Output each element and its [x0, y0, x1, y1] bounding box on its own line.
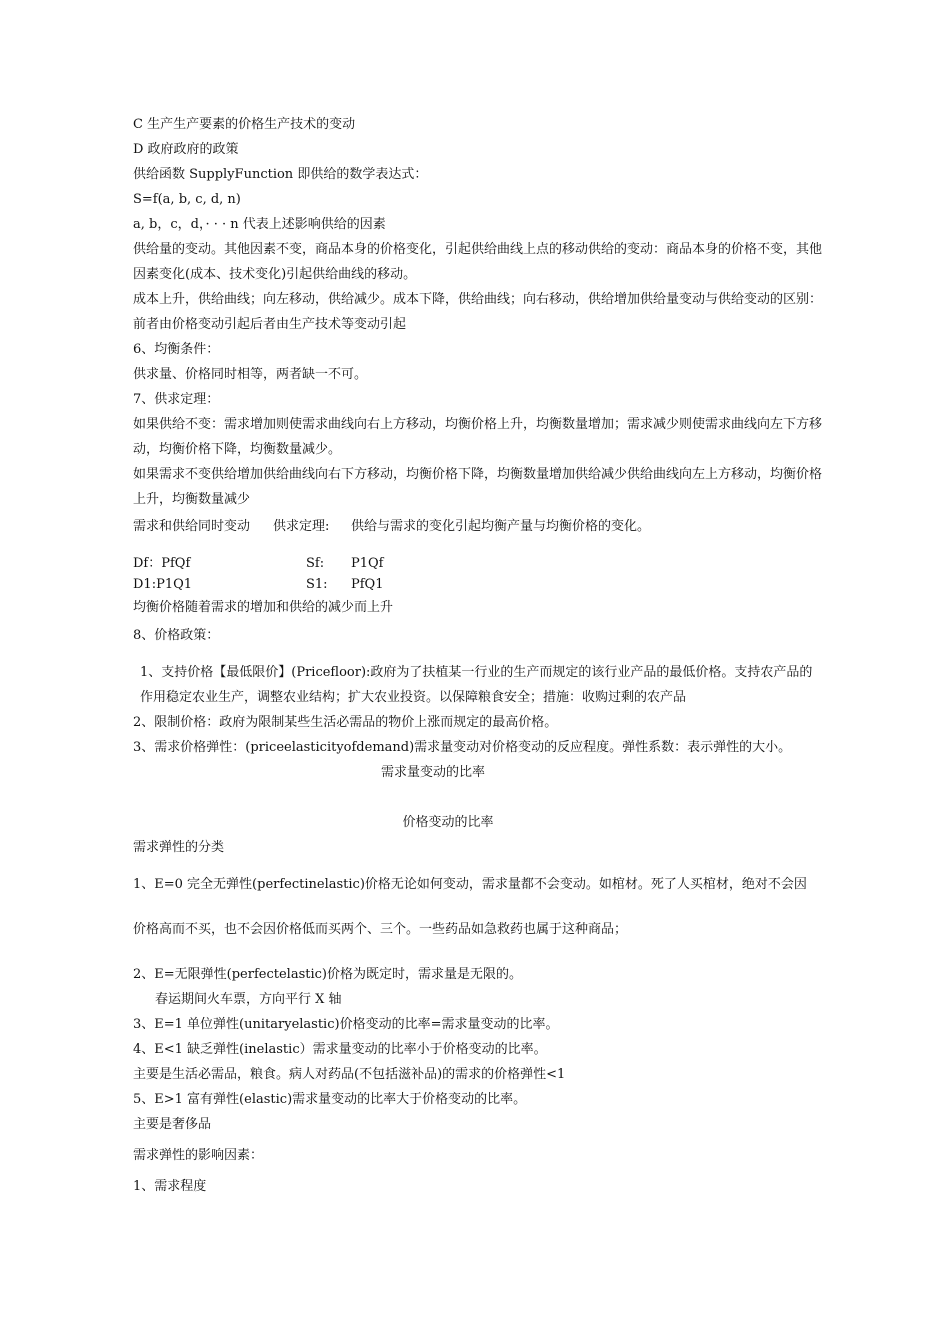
row-col-2: 供求定理:: [273, 519, 330, 534]
text-line: D 政府政府的政策: [133, 142, 239, 157]
row-col-1: 需求和供给同时变动: [133, 519, 251, 534]
kv-cell: Df：PfQf: [133, 556, 191, 571]
paragraph: 供给量的变动。其他因素不变，商品本身的价格变化，引起供给曲线上点的移动供给的变动：商品本身的价格不变，其他因素变化(成本、技术变化)引起供给曲线的移动。: [133, 242, 823, 282]
kv-cell: P1Qf: [351, 556, 384, 571]
section-heading: 需求弹性的分类: [133, 840, 225, 855]
text-line: 价格高而不买，也不会因价格低而买两个、三个。一些药品如急救药也属于这种商品；: [133, 922, 628, 937]
kv-cell: PfQ1: [351, 577, 384, 592]
text-line: 2、E=无限弹性(perfectelastic)价格为既定时，需求量是无限的。: [133, 967, 522, 982]
fraction-numerator: 需求量变动的比率: [380, 765, 485, 780]
fraction-denominator: 价格变动的比率: [402, 815, 494, 830]
equilibrium-row: [133, 553, 823, 574]
text-line: 3、需求价格弹性：(priceelasticityofdemand)需求量变动对价格变动的反应程度。弹性系数：表示弹性的大小。: [133, 740, 792, 755]
text-line: 1、E=0 完全无弹性(perfectinelastic)价格无论如何变动，需求量都不会变动。如棺材。死了人买棺材，绝对不会因: [133, 877, 807, 892]
formula-line: S=f(a, b, c, d, n): [133, 192, 241, 207]
text-line: 均衡价格随着需求的增加和供给的减少而上升: [133, 600, 394, 615]
text-line: a, b，c，d，· · · n 代表上述影响供给的因素: [133, 217, 386, 232]
text-line: 3、E=1 单位弹性(unitaryelastic)价格变动的比率=需求量变动的比率。: [133, 1017, 559, 1032]
kv-cell: D1:P1Q1: [133, 577, 193, 592]
section-heading: 需求弹性的影响因素：: [133, 1148, 264, 1163]
paragraph: 如果供给不变：需求增加则使需求曲线向右上方移动，均衡价格上升，均衡数量增加；需求减少则使需求曲线向左下方移动，均衡价格下降，均衡数量减少。: [133, 417, 823, 457]
text-line: 春运期间火车票，方向平行 X 轴: [155, 992, 342, 1007]
section-heading: 7、供求定理：: [133, 392, 220, 407]
text-line: 2、限制价格：政府为限制某些生活必需品的物价上涨而规定的最高价格。: [133, 715, 558, 730]
text-line: 4、E<1 缺乏弹性(inelastic）需求量变动的比率小于价格变动的比率。: [133, 1042, 547, 1057]
text-line: 5、E>1 富有弹性(elastic)需求量变动的比率大于价格变动的比率。: [133, 1092, 527, 1107]
paragraph: 1、支持价格【最低限价】(Pricefloor):政府为了扶植某一行业的生产而规定的该行业产品的最低价格。支持农产品的作用稳定农业生产，调整农业结构；扩大农业投资。以保障粮食安全；措施：收购过剩的农产品: [140, 665, 813, 705]
section-heading: 6、均衡条件：: [133, 342, 220, 357]
kv-cell: S1:: [306, 577, 328, 592]
text-line: C 生产生产要素的价格生产技术的变动: [133, 117, 356, 132]
three-column-row: [133, 518, 823, 535]
text-line: 主要是奢侈品: [133, 1117, 212, 1132]
text-line: 主要是生活必需品，粮食。病人对药品(不包括滋补品)的需求的价格弹性<1: [133, 1067, 566, 1082]
text-line: 1、需求程度: [133, 1179, 207, 1194]
document-page: [133, 112, 823, 1199]
section-heading: 8、价格政策：: [133, 628, 220, 643]
paragraph: 如果需求不变供给增加供给曲线向右下方移动，均衡价格下降，均衡数量增加供给减少供给曲线向左上方移动，均衡价格上升，均衡数量减少: [133, 467, 823, 507]
paragraph: 成本上升，供给曲线；向左移动，供给减少。成本下降，供给曲线；向右移动，供给增加供给量变动与供给变动的区别：前者由价格变动引起后者由生产技术等变动引起: [133, 292, 823, 332]
row-col-3: 供给与需求的变化引起均衡产量与均衡价格的变化。: [351, 519, 651, 534]
text-line: 供求量、价格同时相等，两者缺一不可。: [133, 367, 368, 382]
kv-cell: Sf:: [306, 556, 325, 571]
text-line: 供给函数 SupplyFunction 即供给的数学表达式：: [133, 167, 428, 182]
equilibrium-row: [133, 574, 823, 595]
